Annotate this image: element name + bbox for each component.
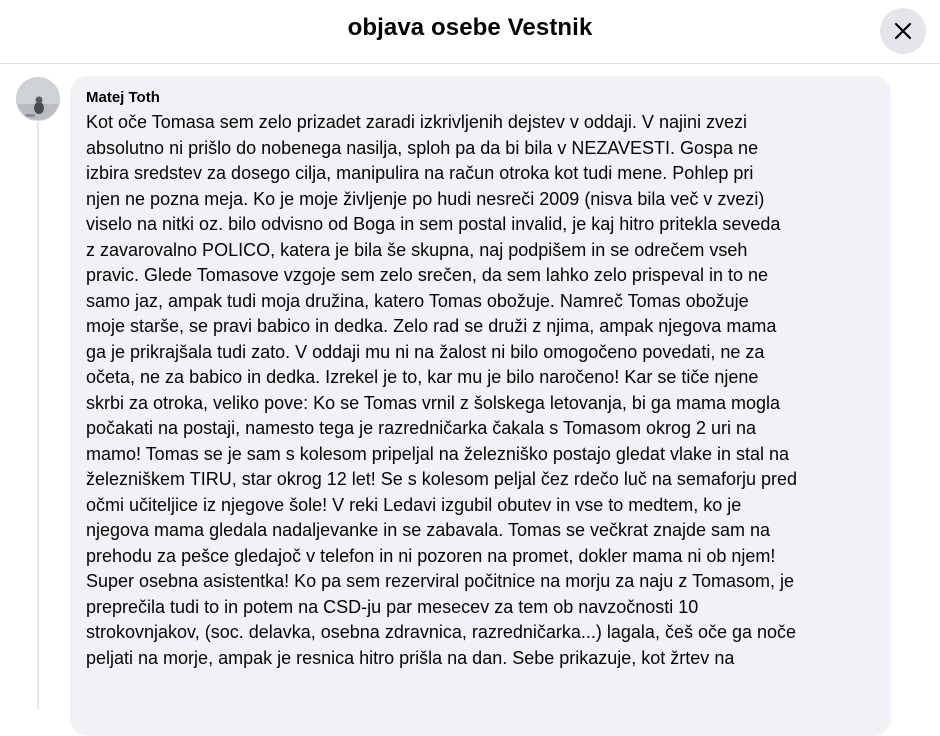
comment-line: izbira sredstev za dosego cilja, manipulira na račun otroka kot tudi mene. Pohlep pri (86, 163, 754, 183)
comment-line: počakati na postaji, namesto tega je razredničarka čakala s Tomasom okrog 2 uri na (86, 418, 757, 438)
comment-line: Super osebna asistentka! Ko pa sem rezerviral počitnice na morju za naju z Tomasom, je (86, 571, 795, 591)
comment-line: prehodu za pešce gledajoč v telefon in ni pozoren na promet, dokler mama ni ob njem! (86, 545, 776, 566)
comment-bubble (70, 76, 891, 736)
comment-line: samo jaz, ampak tudi moja družina, katero Tomas obožuje. Namreč Tomas obožuje (86, 290, 749, 311)
comment-line: pravic. Glede Tomasove vzgoje sem zelo srečen, da sem lahko zelo prispeval in to ne (86, 265, 769, 285)
comment-line: železniškem TIRU, star okrog 12 let! Se s kolesom peljal čez rdečo luč na semaforju pred (86, 469, 797, 489)
comment-line: strokovnjakov, (soc. delavka, osebna zdravnica, razredničarka...) lagala, češ oče ga noče (86, 622, 797, 642)
comment-author-name[interactable]: Matej Toth (86, 89, 160, 106)
comment-text (86, 110, 876, 671)
comment-line: Kot oče Tomasa sem zelo prizadet zaradi izkrivljenih dejstev v oddaji. V najini zvezi (86, 112, 747, 132)
comment-line: mamo! Tomas se je sam s kolesom pripeljal na železniško postajo gledat vlake in stal na (86, 443, 790, 464)
comment-line: absolutno ni prišlo do nobenega nasilja, sploh pa da bi bila v NEZAVESTI. Gospa ne (86, 137, 759, 158)
comment-line: moje starše, se pravi babico in dedka. Zelo rad se druži z njima, ampak njegova mama (86, 316, 777, 336)
comment-line: peljati na morje, ampak je resnica hitro prišla na dan. Sebe prikazuje, kot žrtev na (86, 647, 735, 668)
comment-line: očeta, ne za babico in dedka. Izrekel je to, kar mu je bilo naročeno! Kar se tiče njene (86, 367, 759, 387)
comment-line: preprečila tudi to in potem na CSD-ju par mesecev za tem ob navzočnosti 10 (86, 596, 699, 617)
comment-line: skrbi za otroka, veliko pove: Ko se Tomas vrnil z šolskega letovanja, bi ga mama mogla (86, 392, 780, 413)
comment-line: z zavarovalno POLICO, katera je bila še skupna, naj podpišem in se odrečem vseh (86, 239, 748, 260)
dialog-header (0, 0, 940, 64)
comment-line: viselo na nitki oz. bilo odvisno od Boga in sem postal invalid, je kaj hitro pritekla seveda (86, 214, 781, 234)
comment-line: njegova mama gledala nadaljevanke in se zabavala. Tomas se večkrat znajde sam na (86, 520, 771, 540)
avatar[interactable] (16, 77, 60, 121)
comment-line: njen ne pozna meja. Ko je moje življenje po hudi nesreči 2009 (nisva bila več v zvezi) (86, 188, 765, 209)
comment-line: očmi učiteljice iz njegove šole! V reki Ledavi izgubil obutev in vse to medtem, ko je (86, 494, 742, 515)
comment-thread-line (37, 122, 39, 709)
close-icon (893, 21, 913, 41)
close-button[interactable] (880, 8, 926, 54)
dialog-title: objava osebe Vestnik (347, 14, 593, 41)
comment-line: ga je prikrajšala tudi zato. V oddaji mu ni na žalost ni bilo omogočeno povedati, ne za (86, 341, 765, 362)
